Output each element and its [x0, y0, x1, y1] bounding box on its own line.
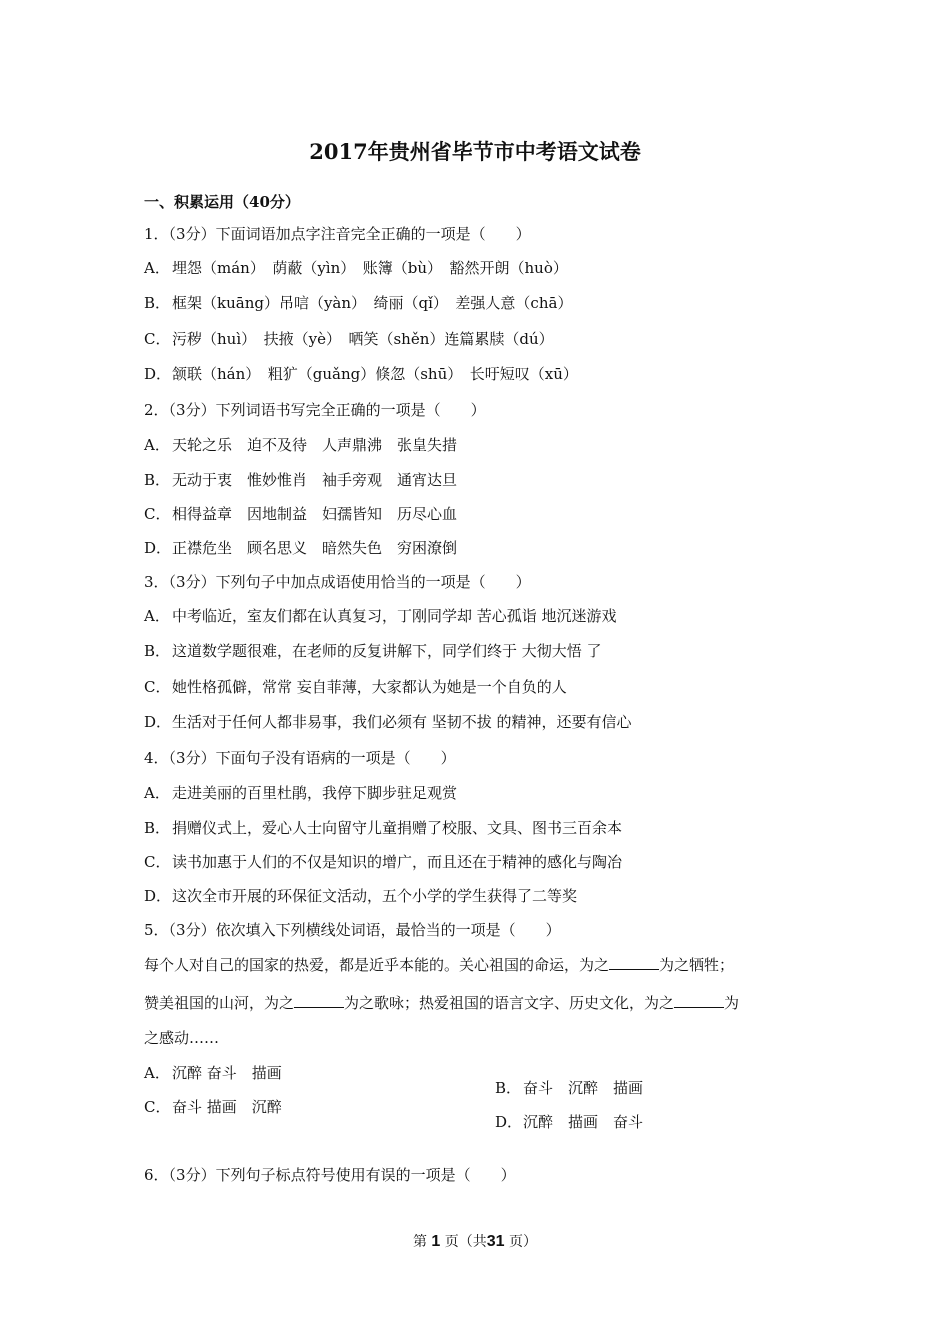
option-label: C． — [144, 678, 171, 696]
question-5-passage-line-1 — [144, 955, 734, 975]
option-label: B． — [495, 1079, 522, 1097]
option-label: C． — [144, 853, 171, 871]
option-label: D． — [144, 365, 172, 383]
option-label: B． — [144, 294, 171, 312]
question-4-option-c — [144, 852, 622, 872]
option-label: D． — [144, 713, 172, 731]
passage-text: 为 — [724, 994, 740, 1012]
question-2-option-a — [144, 435, 457, 455]
option-label: B． — [144, 642, 171, 660]
option-label: C． — [144, 1098, 171, 1116]
option-label: A． — [144, 607, 170, 625]
question-3-option-c — [144, 677, 567, 697]
option-text: 沉醉 奋斗 描画 — [172, 1064, 282, 1082]
question-6-stem: 6．（3分）下列句子标点符号使用有误的一项是（ ） — [144, 1166, 516, 1184]
fill-blank-2 — [294, 993, 344, 1008]
option-text: 奋斗 沉醉 描画 — [523, 1079, 644, 1097]
option-label: A． — [144, 436, 170, 454]
question-5-passage-line-2 — [144, 993, 739, 1013]
fill-blank-1 — [609, 955, 659, 970]
option-label: A． — [144, 784, 170, 802]
question-4-option-b — [144, 818, 622, 838]
page-title: 2017年贵州省毕节市中考语文试卷 — [309, 139, 641, 164]
option-label: B． — [144, 471, 171, 489]
option-text: 捐赠仪式上，爱心人士向留守儿童捐赠了校服、文具、图书三百余本 — [172, 819, 623, 837]
option-text: 中考临近，室友们都在认真复习，丁刚同学却 苦心孤诣 地沉迷游戏 — [172, 607, 617, 625]
option-label: D． — [495, 1113, 523, 1131]
option-text: 无动于衷 惟妙惟肖 袖手旁观 通宵达旦 — [172, 471, 458, 489]
footer-suffix: 页） — [509, 1234, 538, 1250]
question-5-stem: 5．（3分）依次填入下列横线处词语，最恰当的一项是（ ） — [144, 921, 561, 939]
footer-middle: 页（共 — [444, 1234, 487, 1250]
question-3-option-d — [144, 712, 632, 732]
question-5-option-a — [144, 1063, 282, 1083]
option-label: D． — [144, 539, 172, 557]
option-label: C． — [144, 330, 171, 348]
option-text: 她性格孤僻，常常 妄自菲薄，大家都认为她是一个自负的人 — [172, 678, 567, 696]
option-label: A． — [144, 259, 170, 277]
option-label: A． — [144, 1064, 170, 1082]
option-text: 这道数学题很难，在老师的反复讲解下，同学们终于 大彻大悟 了 — [172, 642, 602, 660]
option-label: D． — [144, 887, 172, 905]
question-1-option-c — [144, 329, 554, 349]
passage-text: 每个人对自己的国家的热爱，都是近乎本能的。关心祖国的命运，为之 — [144, 956, 610, 974]
question-3-stem: 3．（3分）下列句子中加点成语使用恰当的一项是（ ） — [144, 573, 531, 591]
question-2-stem: 2．（3分）下列词语书写完全正确的一项是（ ） — [144, 401, 486, 419]
question-2-option-b — [144, 470, 457, 490]
option-text: 天轮之乐 迫不及待 人声鼎沸 张皇失措 — [172, 436, 458, 454]
section-heading: 一、积累运用（40分） — [144, 193, 300, 211]
option-text: 读书加惠于人们的不仅是知识的增广，而且还在于精神的感化与陶冶 — [172, 853, 623, 871]
option-text: 这次全市开展的环保征文活动，五个小学的学生获得了二等奖 — [172, 887, 578, 905]
option-text: 生活对于任何人都非易事，我们必须有 坚韧不拔 的精神，还要有信心 — [172, 713, 632, 731]
fill-blank-3 — [674, 993, 724, 1008]
option-text: 正襟危坐 顾名思义 暗然失色 穷困潦倒 — [172, 539, 458, 557]
option-text: 框架（kuāng）吊唁（yàn） 绮丽（qǐ） 差强人意（chā） — [172, 294, 573, 312]
option-text: 奋斗 描画 沉醉 — [172, 1098, 282, 1116]
question-2-option-d — [144, 538, 457, 558]
question-4-option-d — [144, 886, 577, 906]
question-3-option-b — [144, 641, 602, 661]
question-5-passage-line-3: 之感动…… — [144, 1029, 220, 1047]
option-text: 走进美丽的百里杜鹃，我停下脚步驻足观赏 — [172, 784, 458, 802]
passage-text: 为之牺牲； — [659, 956, 735, 974]
footer-prefix: 第 — [412, 1234, 427, 1250]
option-text: 污秽（huì） 扶掖（yè） 哂笑（shěn）连篇累牍（dú） — [172, 330, 554, 348]
question-4-option-a — [144, 783, 457, 803]
question-1-stem: 1．（3分）下面词语加点字注音完全正确的一项是（ ） — [144, 225, 531, 243]
option-text: 颔联（hán） 粗犷（guǎng）倏忽（shū） 长吁短叹（xū） — [172, 365, 578, 383]
option-text: 沉醉 描画 奋斗 — [523, 1113, 644, 1131]
question-1-option-a — [144, 258, 568, 278]
option-label: C． — [144, 505, 171, 523]
question-1-option-b — [144, 293, 572, 313]
question-5-option-c — [144, 1097, 282, 1117]
question-2-option-c — [144, 504, 457, 524]
option-label: B． — [144, 819, 171, 837]
page-number: 1 — [431, 1233, 441, 1250]
passage-text: 为之歌咏；热爱祖国的语言文字、历史文化，为之 — [344, 994, 675, 1012]
question-1-option-d — [144, 364, 578, 384]
question-5-option-b — [495, 1078, 643, 1098]
page-footer — [0, 1231, 950, 1251]
option-text: 相得益章 因地制益 妇孺皆知 历尽心血 — [172, 505, 458, 523]
question-4-stem: 4．（3分）下面句子没有语病的一项是（ ） — [144, 749, 456, 767]
total-pages: 31 — [486, 1233, 505, 1250]
passage-text: 赞美祖国的山河，为之 — [144, 994, 295, 1012]
question-3-option-a — [144, 606, 617, 626]
question-5-option-d — [495, 1112, 643, 1132]
option-text: 埋怨（mán） 荫蔽（yìn） 账簿（bù） 豁然开朗（huò） — [172, 259, 568, 277]
